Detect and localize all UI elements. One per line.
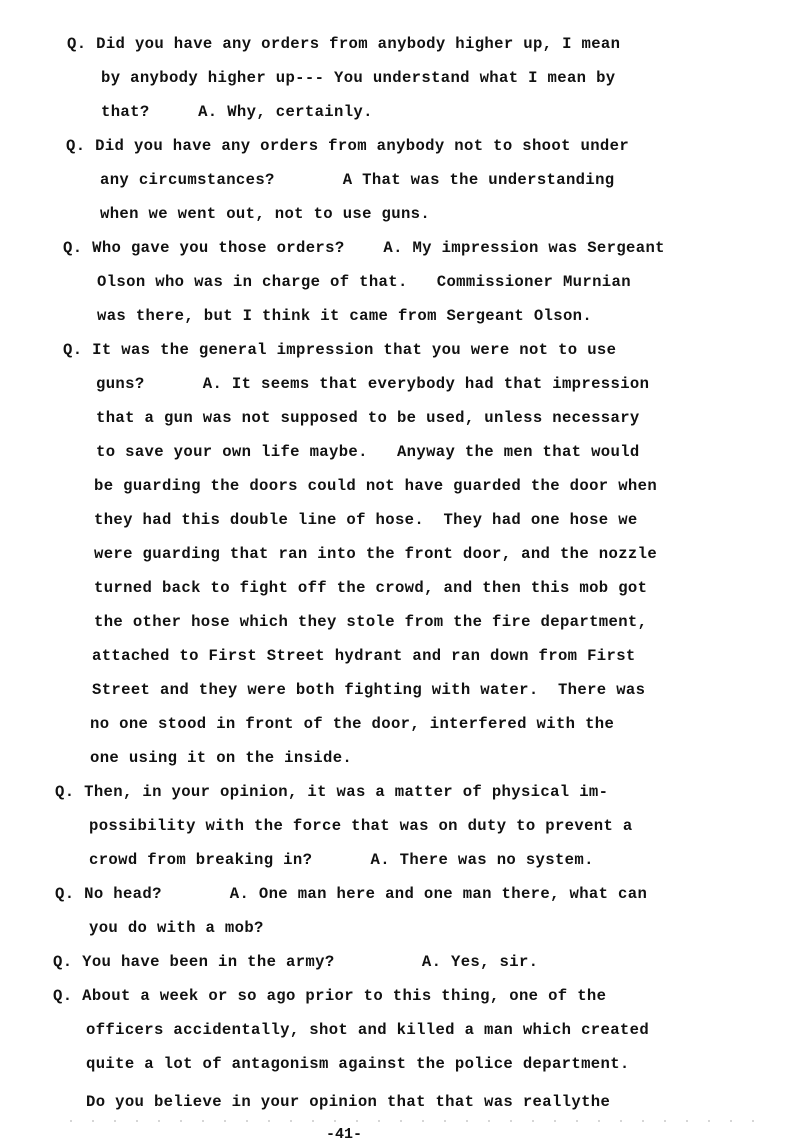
transcript-line: one using it on the inside.	[90, 749, 353, 767]
transcript-line: when we went out, not to use guns.	[100, 205, 431, 223]
transcript-line: quite a lot of antagonism against the police department.	[86, 1055, 630, 1073]
transcript-line: be guarding the doors could not have guarded the door when	[94, 477, 658, 495]
transcript-line: to save your own life maybe. Anyway the men that would	[96, 443, 640, 461]
question-line: Q. No head? A. One man here and one man there, what can	[55, 885, 648, 903]
transcript-line: were guarding that ran into the front door, and the nozzle	[94, 545, 658, 563]
transcript-line: that? A. Why, certainly.	[101, 103, 373, 121]
transcript-line: you do with a mob?	[89, 919, 264, 937]
transcript-line: guns? A. It seems that everybody had that impression	[96, 375, 650, 393]
question-line: Q. It was the general impression that you were not to use	[63, 341, 617, 359]
transcript-line: by anybody higher up--- You understand what I mean by	[101, 69, 616, 87]
transcript-line: turned back to fight off the crowd, and then this mob got	[94, 579, 648, 597]
question-line: Q. Did you have any orders from anybody higher up, I mean	[67, 35, 621, 53]
transcript-line: attached to First Street hydrant and ran down from First	[92, 647, 636, 665]
transcript-line: was there, but I think it came from Sergeant Olson.	[97, 307, 593, 325]
transcript-line: no one stood in front of the door, interfered with the	[90, 715, 615, 733]
question-line: Q. Who gave you those orders? A. My impression was Sergeant	[63, 239, 665, 257]
question-line: Q. You have been in the army? A. Yes, sir.	[53, 953, 539, 971]
question-line: Q. Then, in your opinion, it was a matter of physical im-	[55, 783, 609, 801]
transcript-line: Do you believe in your opinion that that was reallythe	[86, 1093, 611, 1111]
transcript-line: officers accidentally, shot and killed a man which created	[86, 1021, 650, 1039]
transcript-line: that a gun was not supposed to be used, unless necessary	[96, 409, 640, 427]
transcript-line: the other hose which they stole from the fire department,	[94, 613, 648, 631]
transcript-line: Olson who was in charge of that. Commissioner Murnian	[97, 273, 631, 291]
question-line: Q. Did you have any orders from anybody not to shoot under	[66, 137, 630, 155]
page-number: -41-	[326, 1126, 363, 1143]
page-bottom-speckle	[60, 1120, 760, 1122]
question-line: Q. About a week or so ago prior to this thing, one of the	[53, 987, 607, 1005]
transcript-line: Street and they were both fighting with water. There was	[92, 681, 646, 699]
transcript-line: any circumstances? A That was the understanding	[100, 171, 615, 189]
transcript-line: crowd from breaking in? A. There was no system.	[89, 851, 594, 869]
transcript-line: possibility with the force that was on duty to prevent a	[89, 817, 633, 835]
transcript-line: they had this double line of hose. They had one hose we	[94, 511, 638, 529]
